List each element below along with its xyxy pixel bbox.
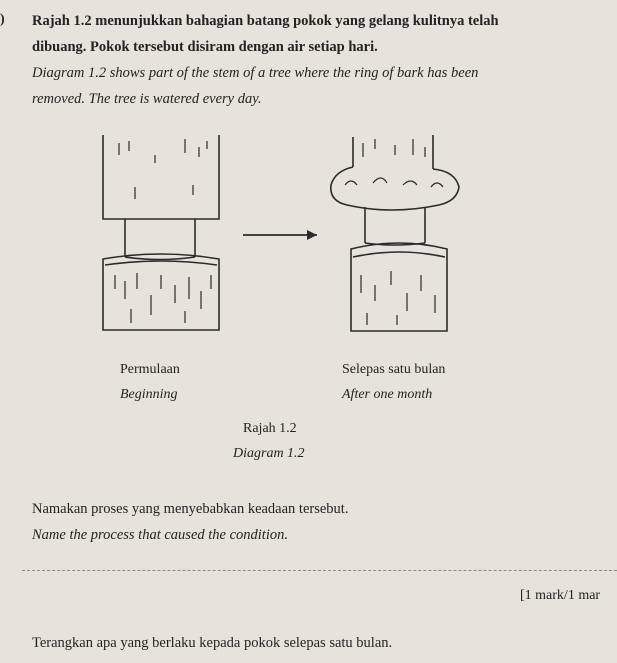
stem-after-one-month bbox=[331, 135, 459, 331]
caption-english: Diagram 1.2 bbox=[233, 446, 305, 461]
arrow-right-icon bbox=[243, 230, 317, 240]
marks-label: [1 mark/1 mar bbox=[520, 588, 601, 603]
caption-malay: Rajah 1.2 bbox=[243, 421, 297, 436]
question-number: ) bbox=[0, 12, 5, 27]
task1-malay: Namakan proses yang menyebabkan keadaan tersebut. bbox=[32, 501, 349, 517]
question-english-line-1: Diagram 1.2 shows part of the stem of a tree where the ring of bark has been bbox=[32, 65, 479, 81]
label-beginning: Beginning bbox=[120, 387, 178, 402]
label-permulaan: Permulaan bbox=[120, 362, 180, 377]
question-malay-line-1: Rajah 1.2 menunjukkan bahagian batang pokok yang gelang kulitnya telah bbox=[32, 13, 499, 29]
label-selepas-satu-bulan: Selepas satu bulan bbox=[342, 362, 446, 377]
answer-line bbox=[22, 570, 617, 571]
question-english-line-2: removed. The tree is watered every day. bbox=[32, 91, 262, 107]
label-after-one-month: After one month bbox=[342, 387, 433, 402]
task2-malay: Terangkan apa yang berlaku kepada pokok selepas satu bulan. bbox=[32, 635, 393, 651]
stem-beginning bbox=[103, 135, 219, 330]
stem-diagram bbox=[95, 125, 485, 345]
question-malay-line-2: dibuang. Pokok tersebut disiram dengan air setiap hari. bbox=[32, 39, 378, 55]
task1-english: Name the process that caused the condition. bbox=[32, 527, 288, 543]
